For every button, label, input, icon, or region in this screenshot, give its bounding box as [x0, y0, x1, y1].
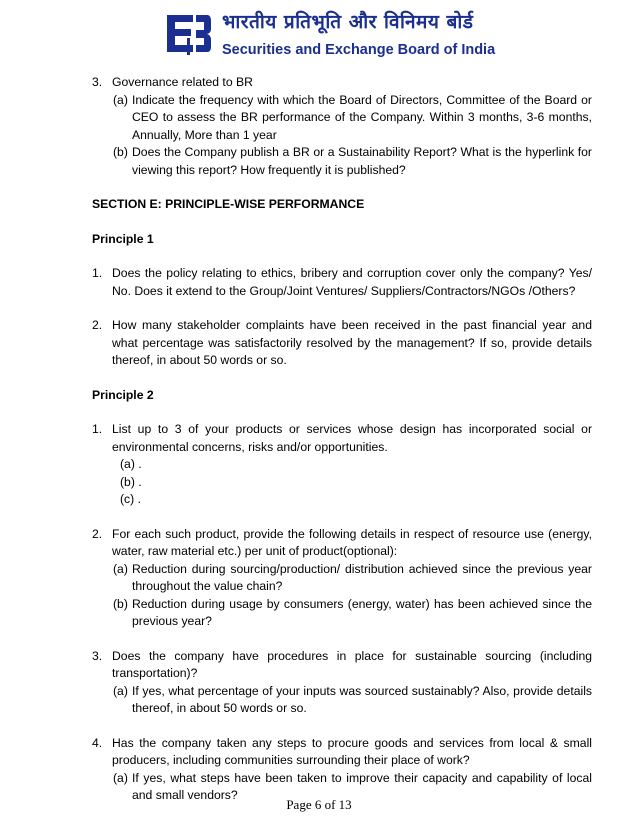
sub-item-label: (a)	[113, 561, 128, 576]
sub-item	[92, 596, 592, 631]
document-body	[92, 74, 592, 805]
item-number: 1.	[92, 422, 103, 436]
sub-item-text: Indicate the frequency with which the Board of Directors, Committee of the Board or CEO to assess the BR performance of the Company. Within 3 months, 3-6 months, Annually, More than 1 year	[132, 92, 592, 142]
sub-item-text: If yes, what percentage of your inputs was sourced sustainably? Also, provide details thereof, in about 50 words or so.	[132, 683, 592, 715]
item-text: For each such product, provide the following details in respect of resource use (energy, water, raw material etc.) per unit of product(optional):	[112, 526, 592, 558]
sub-item-text: Does the Company publish a BR or a Sustainability Report? What is the hyperlink for viewing this report? How frequently it is published?	[132, 145, 592, 177]
page-header	[0, 0, 638, 62]
sub-item: (a) .	[120, 457, 142, 471]
list-item	[92, 421, 592, 456]
item-number: 2.	[92, 318, 103, 332]
item-text: Does the policy relating to ethics, bribery and corruption cover only the company? Yes/ No. Does it extend to the Group/Joint Ventures/ Suppliers/Contractors/NGOs /Others?	[112, 266, 592, 298]
sub-item: (b) .	[120, 474, 142, 489]
item-number: 1.	[92, 266, 103, 280]
list-item	[92, 265, 592, 300]
sebi-logo-icon	[163, 9, 213, 59]
sub-item	[92, 92, 592, 145]
sub-item	[92, 561, 592, 596]
item-text: Does the company have procedures in place for sustainable sourcing (including transportation)?	[112, 648, 592, 680]
item-number: 3.	[92, 75, 103, 89]
sub-item-label: (b)	[113, 145, 128, 159]
item-text: Has the company taken any steps to procure goods and services from local & small producers, including communities surrounding their place of work?	[112, 735, 592, 767]
list-item	[92, 526, 592, 561]
principle-heading: Principle 1	[92, 231, 154, 246]
sub-item-label: (b)	[113, 596, 128, 611]
list-item	[92, 735, 592, 770]
sub-item: (c) .	[120, 492, 141, 506]
sub-item-text: If yes, what steps have been taken to improve their capacity and capability of local and small vendors?	[132, 770, 592, 802]
sub-item	[92, 144, 592, 179]
header-hindi-title: भारतीय प्रतिभूति और विनिमय बोर्ड	[222, 11, 474, 33]
sub-item-text: Reduction during sourcing/production/ distribution achieved since the previous year throughout the value chain?	[132, 561, 592, 593]
list-item	[92, 317, 592, 370]
header-english-title: Securities and Exchange Board of India	[222, 42, 496, 58]
item-number: 4.	[92, 735, 103, 750]
item-text: List up to 3 of your products or services whose design has incorporated social or environmental concerns, risks and/or opportunities.	[112, 422, 592, 454]
list-item	[92, 648, 592, 683]
sub-item-text: Reduction during usage by consumers (energy, water) has been achieved since the previous year?	[132, 596, 592, 628]
page-number: Page 6 of 13	[286, 797, 352, 812]
section-heading: SECTION E: PRINCIPLE-WISE PERFORMANCE	[92, 197, 365, 211]
item-text: How many stakeholder complaints have been received in the past financial year and what percentage was satisfactorily resolved by the management? If so, provide details thereof, in about 50 words or so.	[112, 318, 592, 367]
sub-item-label: (a)	[113, 683, 128, 698]
sub-item-label: (a)	[113, 92, 128, 107]
item-number: 2.	[92, 526, 103, 541]
sub-item	[92, 683, 592, 718]
list-item	[92, 74, 592, 92]
sub-item-label: (a)	[113, 770, 128, 785]
item-text: Governance related to BR	[112, 75, 253, 89]
principle-heading: Principle 2	[92, 387, 154, 402]
item-number: 3.	[92, 648, 103, 663]
